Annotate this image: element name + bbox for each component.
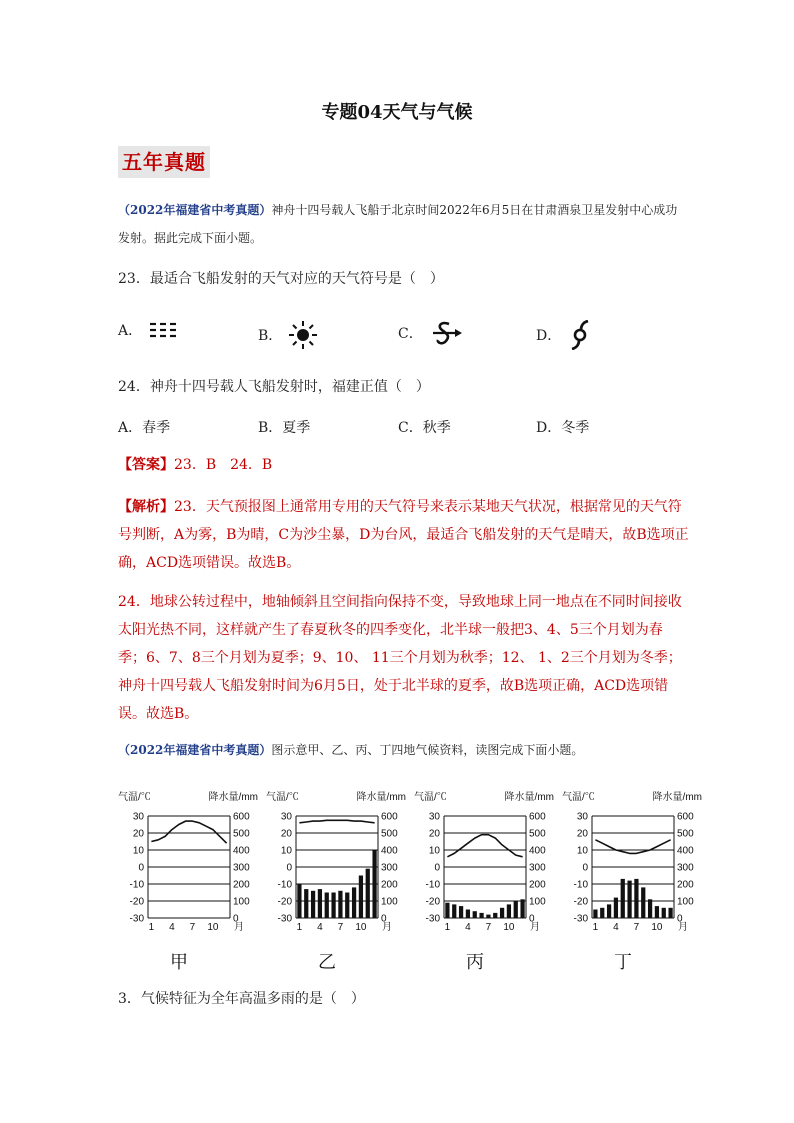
option-24-d[interactable]: D．冬季 bbox=[536, 420, 590, 436]
temperature-axis-title: 气温/℃ bbox=[414, 792, 447, 803]
precipitation-tick: 500 bbox=[233, 828, 250, 840]
answer-text: 23．B 24．B bbox=[174, 457, 273, 473]
option-23-d[interactable] bbox=[536, 320, 593, 350]
temperature-tick: -30 bbox=[425, 913, 440, 925]
month-tick: 10 bbox=[503, 922, 515, 933]
precipitation-bar bbox=[486, 915, 490, 918]
temperature-tick: 20 bbox=[576, 828, 588, 840]
passage-1-text: 神舟十四号载人飞船于北京时间2022年6月5日在甘肃酒泉卫星发射中心成功发射。据此完成下面小题。 bbox=[118, 203, 678, 245]
typhoon-icon bbox=[567, 320, 593, 350]
precipitation-axis-title: 降水量/mm bbox=[504, 792, 554, 803]
chart-name: 甲 bbox=[170, 952, 188, 973]
precipitation-tick: 100 bbox=[677, 896, 694, 908]
month-axis-label: 月 bbox=[382, 922, 392, 933]
precipitation-bar bbox=[311, 891, 315, 918]
question-24-stem: 24．神舟十四号载人飞船发射时，福建正值（ ） bbox=[118, 379, 430, 395]
temperature-line bbox=[299, 820, 374, 823]
precipitation-bar bbox=[366, 869, 370, 918]
analysis-label: 【解析】 bbox=[118, 499, 174, 515]
sandstorm-icon bbox=[429, 320, 463, 346]
precipitation-bar bbox=[345, 893, 349, 919]
precipitation-bar bbox=[331, 893, 335, 919]
temperature-tick: -10 bbox=[277, 879, 292, 891]
month-axis-label: 月 bbox=[234, 922, 244, 933]
precipitation-bar bbox=[452, 904, 456, 918]
precipitation-tick: 100 bbox=[381, 896, 398, 908]
question-23-stem: 23．最适合飞船发射的天气对应的天气符号是（ ） bbox=[118, 271, 444, 287]
chart-name: 乙 bbox=[318, 952, 336, 973]
temperature-tick: -20 bbox=[573, 896, 588, 908]
month-tick: 1 bbox=[296, 922, 303, 933]
section-badge: 五年真题 bbox=[118, 146, 210, 178]
temperature-tick: -10 bbox=[425, 879, 440, 891]
precipitation-tick: 400 bbox=[233, 845, 250, 857]
option-letter: A． bbox=[118, 323, 143, 339]
option-23-b[interactable] bbox=[258, 320, 318, 350]
precipitation-tick: 100 bbox=[529, 896, 546, 908]
temperature-tick: -20 bbox=[425, 896, 440, 908]
month-tick: 7 bbox=[633, 922, 640, 933]
precipitation-tick: 600 bbox=[529, 811, 546, 823]
analysis-24: 24．地球公转过程中，地轴倾斜且空间指向保持不变，导致地球上同一地点在不同时间接收太阳光热不同，这样就产生了春夏秋冬的四季变化，北半球一般把3、4、5三个月划为春季；6、7、8三个月划为夏季；9、10、 11三个月划为秋季；12、 1、2三个月划为冬季；神舟十四号载人飞船发射时间为6月5日，处于北半球的夏季，故B选项正确，ACD选项错误。故选B。 bbox=[118, 594, 682, 722]
precipitation-bar bbox=[600, 908, 604, 918]
temperature-tick: -20 bbox=[277, 896, 292, 908]
precipitation-tick: 400 bbox=[529, 845, 546, 857]
precipitation-bar bbox=[668, 908, 672, 918]
analysis-23-text: 23．天气预报图上通常用专用的天气符号来表示某地天气状况，根据常见的天气符号判断，A为雾，B为晴，C为沙尘暴，D为台风，最适合飞船发射的天气是晴天，故B选项正确，ACD选项错误。故选B。 bbox=[118, 499, 689, 571]
month-tick: 4 bbox=[317, 922, 323, 933]
month-tick: 4 bbox=[465, 922, 471, 933]
precipitation-tick: 500 bbox=[677, 828, 694, 840]
precipitation-tick: 200 bbox=[381, 879, 398, 891]
precipitation-bar bbox=[473, 911, 477, 918]
precipitation-bar bbox=[466, 910, 470, 919]
temperature-tick: 10 bbox=[428, 845, 440, 857]
month-tick: 10 bbox=[207, 922, 219, 933]
precipitation-tick: 600 bbox=[381, 811, 398, 823]
precipitation-tick: 200 bbox=[529, 879, 546, 891]
option-23-a[interactable] bbox=[118, 320, 178, 340]
month-tick: 4 bbox=[169, 922, 175, 933]
option-24-c[interactable]: C．秋季 bbox=[398, 420, 451, 436]
temperature-tick: -10 bbox=[573, 879, 588, 891]
temperature-tick: 0 bbox=[582, 862, 588, 874]
precipitation-bar bbox=[304, 889, 308, 918]
precipitation-bar bbox=[297, 884, 301, 918]
precipitation-bar bbox=[352, 887, 356, 918]
temperature-axis-title: 气温/℃ bbox=[118, 792, 151, 803]
passage-1-source: （2022年福建省中考真题） bbox=[118, 203, 272, 217]
temperature-tick: 20 bbox=[428, 828, 440, 840]
precipitation-bar bbox=[607, 904, 611, 918]
question-3-stem: 3．气候特征为全年高温多雨的是（ ） bbox=[118, 991, 365, 1007]
temperature-tick: -30 bbox=[129, 913, 144, 925]
temperature-tick: -30 bbox=[573, 913, 588, 925]
temperature-tick: -10 bbox=[129, 879, 144, 891]
option-24-b[interactable]: B．夏季 bbox=[258, 420, 311, 436]
precipitation-bar bbox=[655, 906, 659, 918]
precipitation-bar bbox=[318, 889, 322, 918]
climate-chart-4 bbox=[562, 790, 702, 973]
month-tick: 1 bbox=[148, 922, 155, 933]
temperature-line bbox=[595, 840, 670, 854]
temperature-tick: 30 bbox=[428, 811, 440, 823]
temperature-tick: 20 bbox=[280, 828, 292, 840]
precipitation-bar bbox=[507, 904, 511, 918]
precipitation-bar bbox=[641, 887, 645, 918]
temperature-tick: 20 bbox=[132, 828, 144, 840]
temperature-tick: 10 bbox=[132, 845, 144, 857]
precipitation-tick: 600 bbox=[677, 811, 694, 823]
fog-icon bbox=[148, 320, 178, 340]
passage-2 bbox=[118, 736, 678, 764]
precipitation-bar bbox=[520, 899, 524, 918]
precipitation-axis-title: 降水量/mm bbox=[652, 792, 702, 803]
climate-charts bbox=[118, 786, 718, 976]
precipitation-tick: 300 bbox=[677, 862, 694, 874]
climate-chart-3 bbox=[414, 790, 554, 973]
precipitation-bar bbox=[514, 901, 518, 918]
precipitation-bar bbox=[662, 908, 666, 918]
temperature-tick: 10 bbox=[576, 845, 588, 857]
precipitation-bar bbox=[493, 913, 497, 918]
month-tick: 1 bbox=[444, 922, 451, 933]
option-letter: C． bbox=[398, 326, 423, 342]
answer-label: 【答案】 bbox=[118, 457, 174, 473]
option-24-a[interactable]: A．春季 bbox=[118, 420, 171, 436]
analysis-23 bbox=[118, 493, 690, 577]
passage-1 bbox=[118, 196, 678, 252]
precipitation-axis-title: 降水量/mm bbox=[208, 792, 258, 803]
temperature-line bbox=[447, 835, 522, 857]
month-tick: 1 bbox=[592, 922, 599, 933]
month-tick: 7 bbox=[337, 922, 344, 933]
precipitation-bar bbox=[614, 898, 618, 918]
precipitation-tick: 300 bbox=[529, 862, 546, 874]
page-title: 专题04天气与气候 bbox=[321, 102, 473, 123]
passage-2-source: （2022年福建省中考真题） bbox=[118, 743, 272, 757]
precipitation-bar bbox=[627, 881, 631, 918]
answer-line bbox=[118, 451, 690, 479]
precipitation-tick: 0 bbox=[677, 913, 683, 925]
precipitation-bar bbox=[621, 879, 625, 918]
option-letter: B． bbox=[258, 328, 283, 344]
passage-2-text: 图示意甲、乙、丙、丁四地气候资料，读图完成下面小题。 bbox=[271, 743, 584, 757]
precipitation-bar bbox=[634, 879, 638, 918]
precipitation-tick: 0 bbox=[233, 913, 239, 925]
chart-name: 丁 bbox=[614, 952, 632, 973]
temperature-axis-title: 气温/℃ bbox=[266, 792, 299, 803]
precipitation-tick: 200 bbox=[677, 879, 694, 891]
temperature-tick: -30 bbox=[277, 913, 292, 925]
temperature-tick: 10 bbox=[280, 845, 292, 857]
precipitation-bar bbox=[459, 906, 463, 918]
temperature-tick: 0 bbox=[286, 862, 292, 874]
month-tick: 7 bbox=[189, 922, 196, 933]
temperature-tick: 0 bbox=[434, 862, 440, 874]
month-tick: 7 bbox=[485, 922, 492, 933]
sunny-icon bbox=[288, 320, 318, 350]
option-23-c[interactable] bbox=[398, 320, 463, 346]
temperature-tick: 30 bbox=[280, 811, 292, 823]
precipitation-tick: 500 bbox=[381, 828, 398, 840]
option-letter: D． bbox=[536, 328, 562, 344]
precipitation-tick: 300 bbox=[233, 862, 250, 874]
temperature-tick: 30 bbox=[576, 811, 588, 823]
month-axis-label: 月 bbox=[530, 922, 540, 933]
precipitation-bar bbox=[325, 893, 329, 919]
month-tick: 4 bbox=[613, 922, 619, 933]
climate-chart-2 bbox=[266, 790, 406, 973]
precipitation-tick: 100 bbox=[233, 896, 250, 908]
climate-chart-1 bbox=[118, 790, 258, 973]
temperature-tick: -20 bbox=[129, 896, 144, 908]
precipitation-bar bbox=[372, 850, 376, 918]
temperature-tick: 0 bbox=[138, 862, 144, 874]
precipitation-tick: 200 bbox=[233, 879, 250, 891]
precipitation-tick: 0 bbox=[529, 913, 535, 925]
precipitation-bar bbox=[648, 899, 652, 918]
precipitation-tick: 600 bbox=[233, 811, 250, 823]
month-tick: 10 bbox=[651, 922, 663, 933]
temperature-tick: 30 bbox=[132, 811, 144, 823]
precipitation-bar bbox=[593, 910, 597, 919]
temperature-axis-title: 气温/℃ bbox=[562, 792, 595, 803]
precipitation-bar bbox=[479, 913, 483, 918]
precipitation-tick: 400 bbox=[381, 845, 398, 857]
precipitation-tick: 0 bbox=[381, 913, 387, 925]
precipitation-bar bbox=[359, 876, 363, 919]
temperature-line bbox=[151, 821, 226, 843]
month-axis-label: 月 bbox=[678, 922, 688, 933]
precipitation-bar bbox=[500, 908, 504, 918]
precipitation-bar bbox=[338, 891, 342, 918]
month-tick: 10 bbox=[355, 922, 367, 933]
chart-name: 丙 bbox=[466, 952, 484, 973]
precipitation-tick: 500 bbox=[529, 828, 546, 840]
precipitation-tick: 400 bbox=[677, 845, 694, 857]
precipitation-bar bbox=[445, 903, 449, 918]
precipitation-tick: 300 bbox=[381, 862, 398, 874]
precipitation-axis-title: 降水量/mm bbox=[356, 792, 406, 803]
